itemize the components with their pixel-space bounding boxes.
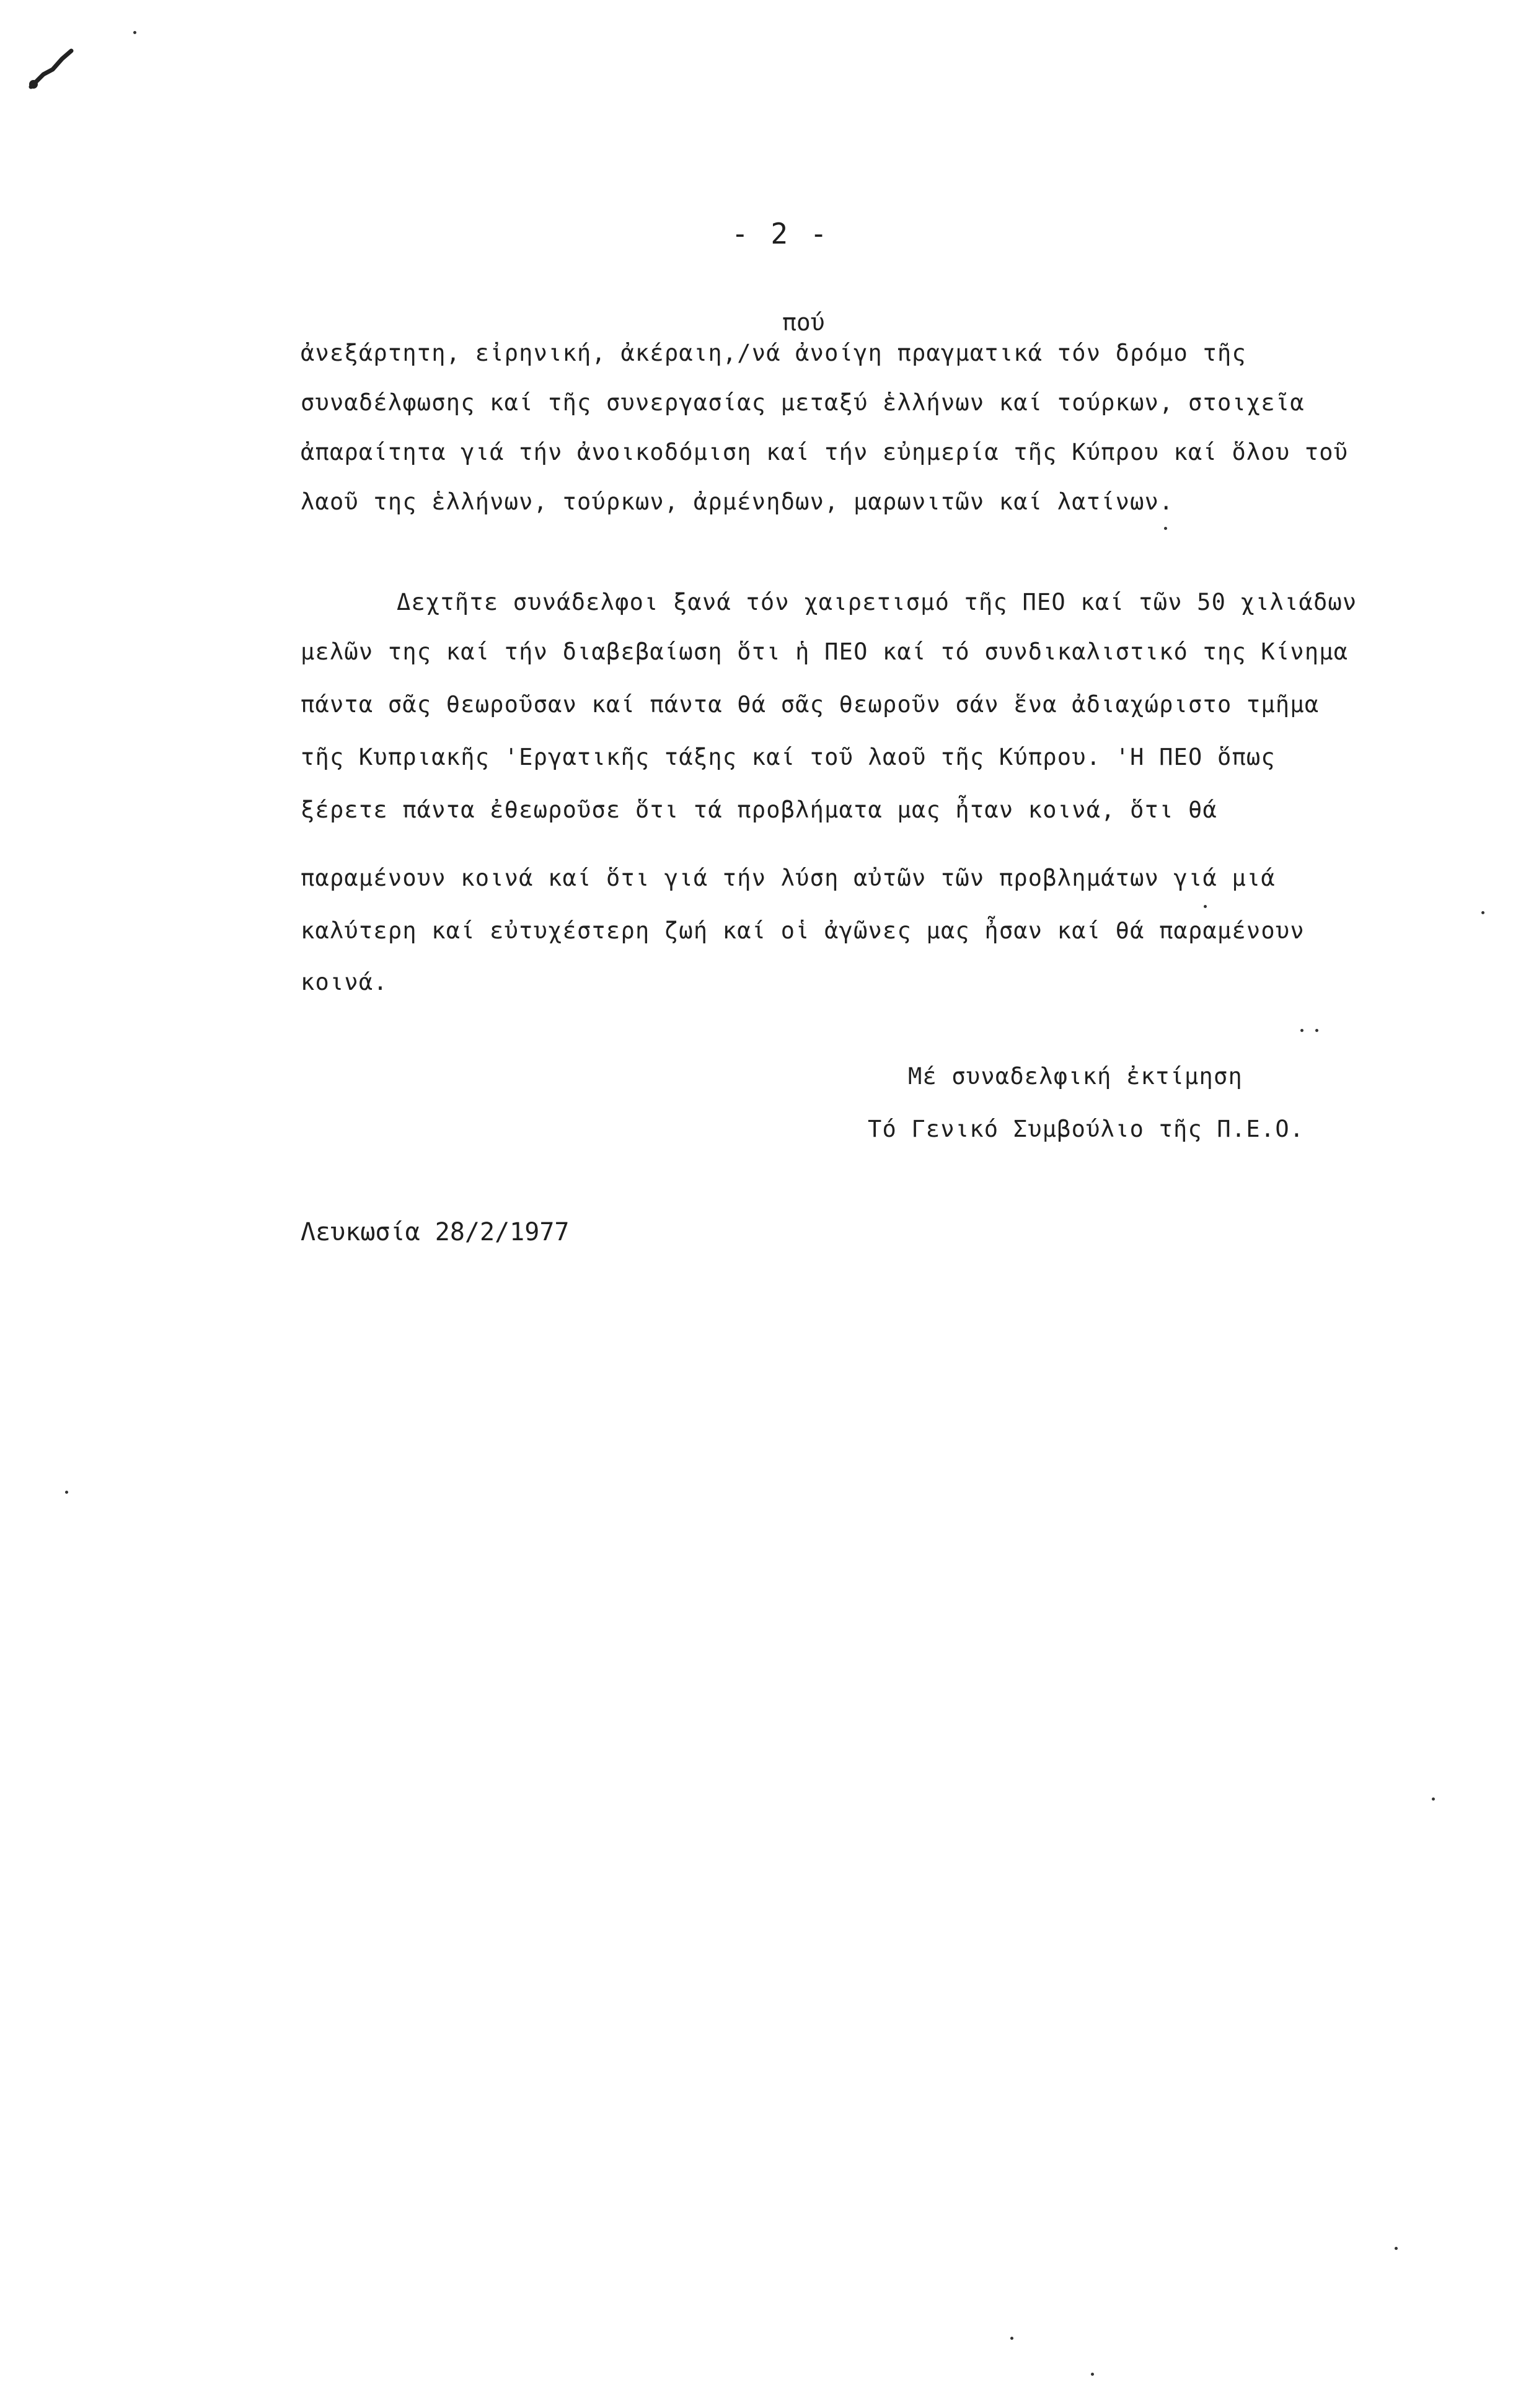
paragraph-2-line-5: ξέρετε πάντα ἐθεωροῦσε ὅτι τά προβλήματα μας ἦταν κοινά, ὅτι θά xyxy=(301,796,1217,823)
paragraph-2-line-4: τῆς Κυπριακῆς 'Εργατικῆς τάξης καί τοῦ λαοῦ τῆς Κύπρου. 'Η ΠΕΟ ὅπως xyxy=(301,744,1276,770)
scan-speck xyxy=(1481,911,1484,914)
closing-signatory: Τό Γενικό Συμβούλιο τῆς Π.Ε.Ο. xyxy=(868,1116,1305,1142)
scan-speck xyxy=(1204,905,1207,908)
paragraph-2-line-7: καλύτερη καί εὐτυχέστερη ζωή καί οἱ ἀγῶνες μας ἦσαν καί θά παραμένουν xyxy=(301,917,1305,944)
scan-speck xyxy=(1432,1797,1435,1801)
paragraph-1-line-4: λαοῦ της ἑλλήνων, τούρκων, ἀρμένηδων, μαρωνιτῶν καί λατίνων. xyxy=(301,488,1174,515)
closing-salutation: Μέ συναδελφική ἐκτίμηση xyxy=(908,1063,1243,1090)
page-number: - 2 - xyxy=(731,217,830,250)
scan-speck xyxy=(65,1491,68,1494)
dateline: Λευκωσία 28/2/1977 xyxy=(301,1218,570,1246)
paragraph-2-line-6: παραμένουν κοινά καί ὅτι γιά τήν λύση αὐτῶν τῶν προβλημάτων γιά μιά xyxy=(301,865,1276,891)
scan-speck xyxy=(1164,527,1167,530)
paragraph-1-line-3: ἀπαραίτητα γιά τήν ἀνοικοδόμιση καί τήν εὐημερία τῆς Κύπρου καί ὅλου τοῦ xyxy=(301,439,1349,465)
paragraph-1-line-1: ἀνεξάρτητη, εἰρηνική, ἀκέραιη,/νά ἀνοίγη πραγματικά τόν δρόμο τῆς xyxy=(301,340,1246,366)
scan-speck xyxy=(133,31,136,34)
ink-mark xyxy=(25,43,81,99)
paragraph-2-line-8: κοινά. xyxy=(301,969,388,995)
scan-speck xyxy=(1091,2373,1094,2376)
handwritten-insertion: πού xyxy=(782,309,825,336)
paragraph-1-line-2: συναδέλφωσης καί τῆς συνεργασίας μεταξύ ἑλλήνων καί τούρκων, στοιχεῖα xyxy=(301,389,1305,416)
scan-speck xyxy=(1010,2337,1013,2340)
scan-speck xyxy=(1315,1029,1318,1032)
paragraph-2-line-1: Δεχτῆτε συνάδελφοι ξανά τόν χαιρετισμό τῆς ΠΕΟ καί τῶν 50 χιλιάδων xyxy=(397,589,1357,615)
paragraph-2-line-3: πάντα σᾶς θεωροῦσαν καί πάντα θά σᾶς θεωροῦν σάν ἕνα ἀδιαχώριστο τμῆμα xyxy=(301,691,1320,718)
scan-speck xyxy=(1300,1029,1303,1032)
paragraph-2-line-2: μελῶν της καί τήν διαβεβαίωση ὅτι ἡ ΠΕΟ καί τό συνδικαλιστικό της Κίνημα xyxy=(301,638,1349,665)
scan-speck xyxy=(1395,2247,1398,2250)
